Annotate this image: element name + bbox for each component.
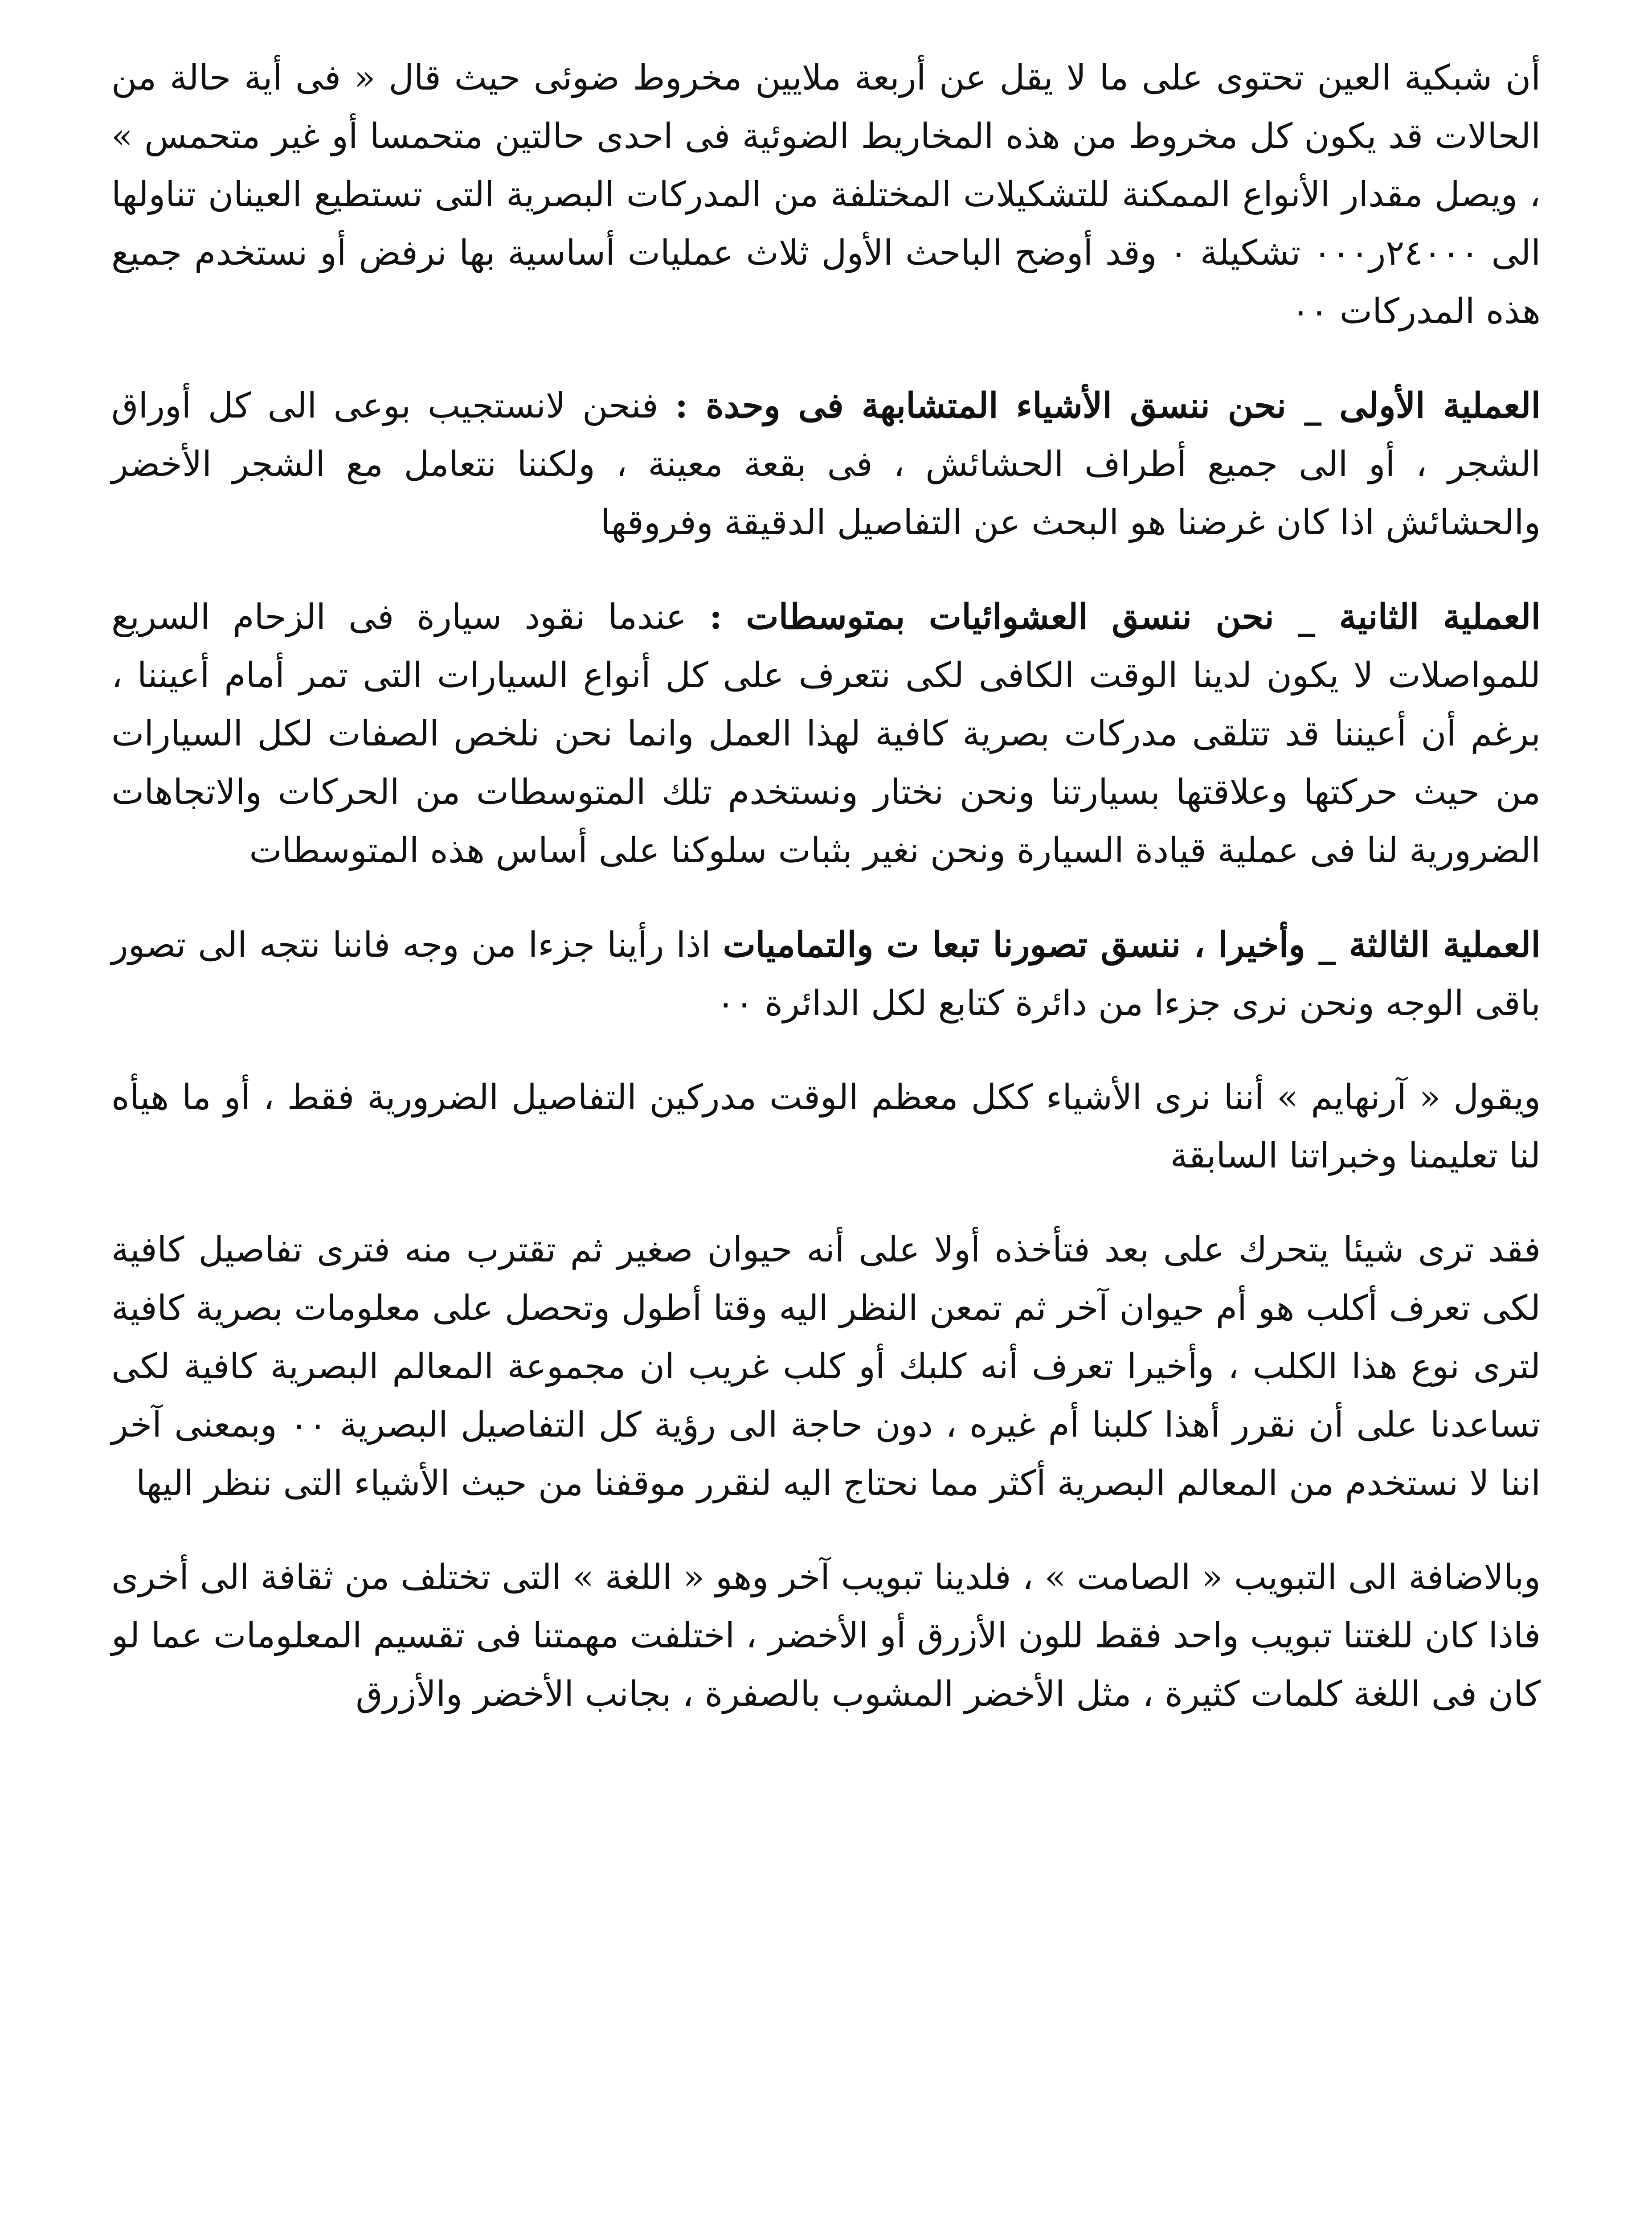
paragraph-dog-example [111,1221,1541,1513]
paragraph-heading: العملية الأولى _ نحن ننسق الأشياء المتشابهة فى وحدة : [675,385,1541,426]
paragraph-text: فقد ترى شيئا يتحرك على بعد فتأخذه أولا على أنه حيوان صغير ثم تقترب منه فترى تفاصيل كافية لكى تعرف أكلب هو أم حيوان آخر ثم تمعن النظر اليه وقتا أطول وتحصل على معلومات بصرية كافية لترى نوع هذا الكلب ، وأخيرا تعرف أنه كلبك أو كلب غريب ان مجموعة المعالم البصرية كافية لكى تساعدنا على أن نقرر أهذا كلبنا أم غيره ، دون حاجة الى رؤية كل التفاصيل البصرية ٠٠ وبمعنى آخر اننا لا نستخدم من المعالم البصرية أكثر مما نحتاج اليه لنقرر موقفنا من حيث الأشياء التى ننظر اليها [111,1230,1541,1503]
paragraph-language [111,1548,1541,1724]
paragraph-arnheim [111,1069,1541,1185]
paragraph-heading: العملية الثالثة _ وأخيرا ، ننسق تصورنا تبعا ت والتماميات [723,925,1541,965]
paragraph-text: عندما نقود سيارة فى الزحام السريع للمواصلات لا يكون لدينا الوقت الكافى لكى نتعرف على كل أنواع السيارات التى تمر أمام أعيننا ، برغم أن أعيننا قد تتلقى مدركات بصرية كافية لهذا العمل وانما نحن نلخص الصفات لكل السيارات من حيث حركتها وعلاقتها بسيارتنا ونحن نختار ونستخدم تلك المتوسطات من الحركات والاتجاهات الضرورية لنا فى عملية قيادة السيارة ونحن نغير بثبات سلوكنا على أساس هذه المتوسطات [111,597,1541,871]
paragraph-first-process [111,377,1541,552]
paragraph-text: أن شبكية العين تحتوى على ما لا يقل عن أربعة ملايين مخروط ضوئى حيث قال « فى أية حالة من الحالات قد يكون كل مخروط من هذه المخاريط الضوئية فى احدى حالتين متحمسا أو غير متحمس » ، ويصل مقدار الأنواع الممكنة للتشكيلات المختلفة من المدركات البصرية التى تستطيع العينان تناولها الى ٢٤٠٠٠ر٠٠٠ تشكيلة ٠ وقد أوضح الباحث الأول ثلاث عمليات أساسية بها نرفض أو نستخدم جميع هذه المدركات ٠٠ [111,58,1541,332]
paragraph-cones [111,49,1541,341]
paragraph-text: فنحن لانستجيب بوعى الى كل أوراق الشجر ، أو الى جميع أطراف الحشائش ، فى بقعة معينة ، ولكننا نتعامل مع الشجر الأخضر والحشائش اذا كان غرضنا هو البحث عن التفاصيل الدقيقة وفروقها [111,386,1541,543]
paragraph-heading: العملية الثانية _ نحن ننسق العشوائيات بمتوسطات : [709,597,1541,637]
paragraph-text: وبالاضافة الى التبويب « الصامت » ، فلدينا تبويب آخر وهو « اللغة » التى تختلف من ثقافة الى أخرى فاذا كان للغتنا تبويب واحد فقط للون الأزرق أو الأخضر ، اختلفت مهمتنا فى تقسيم المعلومات عما لو كان فى اللغة كلمات كثيرة ، مثل الأخضر المشوب بالصفرة ، بجانب الأخضر والأزرق [111,1557,1541,1714]
paragraph-third-process [111,916,1541,1033]
paragraph-text: اذا رأينا جزءا من وجه فاننا نتجه الى تصور باقى الوجه ونحن نرى جزءا من دائرة كتابع لكل الدائرة ٠٠ [111,925,1541,1024]
page-body [111,49,1541,1724]
paragraph-second-process [111,588,1541,880]
paragraph-text: ويقول « آرنهايم » أننا نرى الأشياء ككل معظم الوقت مدركين التفاصيل الضرورية فقط ، أو ما هيأه لنا تعليمنا وخبراتنا السابقة [111,1077,1541,1176]
